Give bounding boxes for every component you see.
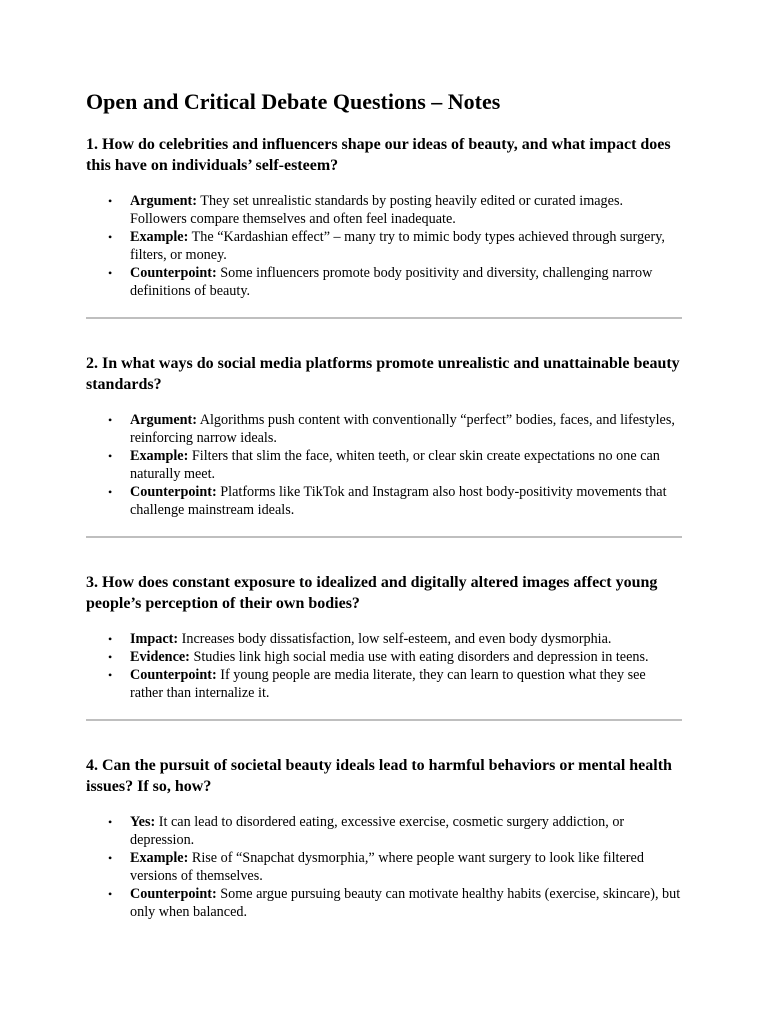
point-text: Rise of “Snapchat dysmorphia,” where people want surgery to look like filtered versions of themselves. [130, 850, 644, 884]
bullet-icon: • [108, 851, 113, 865]
bullet-icon: • [108, 815, 113, 829]
point-text: Some influencers promote body positivity and diversity, challenging narrow definitions of beauty. [130, 265, 653, 299]
point-text: If young people are media literate, they can learn to question what they see rather than internalize it. [130, 667, 646, 701]
bullet-icon: • [108, 485, 113, 499]
point-label: Impact: [130, 631, 179, 647]
question-heading: 2. In what ways do social media platforms promote unrealistic and unattainable beauty standards? [86, 355, 680, 393]
point-label: Example: [130, 850, 189, 866]
question-section-2 [86, 353, 682, 519]
point-text: Filters that slim the face, whiten teeth, or clear skin create expectations no one can naturally meet. [130, 448, 660, 482]
point-label: Argument: [130, 412, 197, 428]
list-item [108, 447, 682, 483]
point-list [86, 192, 682, 300]
section-divider [86, 719, 682, 721]
point-list [86, 411, 682, 519]
bullet-icon: • [108, 230, 113, 244]
point-label: Counterpoint: [130, 667, 217, 683]
list-item [108, 666, 682, 702]
point-text: Platforms like TikTok and Instagram also host body-positivity movements that challenge mainstream ideals. [130, 484, 667, 518]
point-label: Example: [130, 448, 189, 464]
bullet-icon: • [108, 449, 113, 463]
point-list [86, 813, 682, 921]
point-text: It can lead to disordered eating, excessive exercise, cosmetic surgery addiction, or depression. [130, 814, 625, 848]
point-text: Increases body dissatisfaction, low self-esteem, and even body dysmorphia. [178, 631, 612, 647]
point-label: Argument: [130, 193, 197, 209]
section-divider [86, 536, 682, 538]
list-item [108, 411, 682, 447]
point-list [86, 630, 682, 702]
list-item [108, 630, 682, 648]
point-label: Example: [130, 229, 189, 245]
document-title: Open and Critical Debate Questions – Notes [86, 89, 501, 114]
bullet-icon: • [108, 632, 113, 646]
point-text: Some argue pursuing beauty can motivate healthy habits (exercise, skincare), but only when balanced. [130, 886, 681, 920]
point-text: Algorithms push content with conventionally “perfect” bodies, faces, and lifestyles, reinforcing narrow ideals. [130, 412, 675, 446]
list-item [108, 192, 682, 228]
question-section-4 [86, 755, 682, 921]
list-item [108, 648, 682, 666]
section-divider [86, 317, 682, 319]
question-section-1 [86, 134, 682, 300]
point-label: Counterpoint: [130, 484, 217, 500]
list-item [108, 264, 682, 300]
point-label: Yes: [130, 814, 156, 830]
question-heading: 4. Can the pursuit of societal beauty ideals lead to harmful behaviors or mental health issues? If so, how? [86, 757, 672, 795]
bullet-icon: • [108, 194, 113, 208]
bullet-icon: • [108, 266, 113, 280]
bullet-icon: • [108, 650, 113, 664]
bullet-icon: • [108, 887, 113, 901]
list-item [108, 885, 682, 921]
bullet-icon: • [108, 413, 113, 427]
list-item [108, 483, 682, 519]
list-item [108, 228, 682, 264]
bullet-icon: • [108, 668, 113, 682]
list-item [108, 849, 682, 885]
point-label: Evidence: [130, 649, 190, 665]
list-item [108, 813, 682, 849]
question-heading: 1. How do celebrities and influencers shape our ideas of beauty, and what impact does this have on individuals’ self-esteem? [86, 136, 671, 174]
point-text: Studies link high social media use with eating disorders and depression in teens. [189, 649, 649, 665]
point-label: Counterpoint: [130, 265, 217, 281]
point-text: They set unrealistic standards by posting heavily edited or curated images. Followers compare themselves and often feel inadequate. [130, 193, 624, 227]
question-section-3 [86, 572, 682, 702]
question-heading: 3. How does constant exposure to idealized and digitally altered images affect young people’s perception of their own bodies? [86, 574, 658, 612]
point-label: Counterpoint: [130, 886, 217, 902]
point-text: The “Kardashian effect” – many try to mimic body types achieved through surgery, filters, or money. [130, 229, 665, 263]
